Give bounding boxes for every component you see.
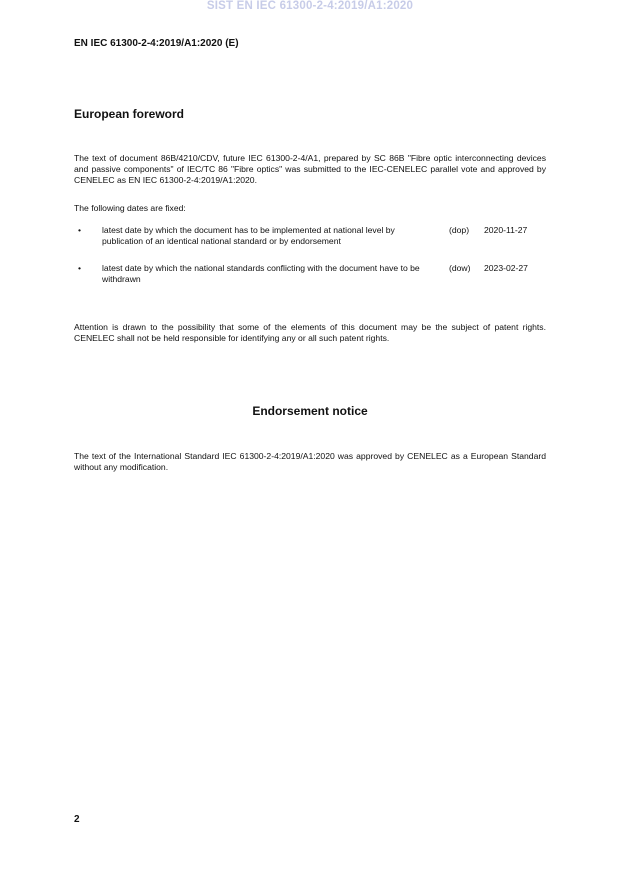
bullet-code: (dow) <box>449 263 471 273</box>
foreword-paragraph: The text of document 86B/4210/CDV, future IEC 61300-2-4/A1, prepared by SC 86B "Fibre optic interconnecting devices and passive components" of IEC/TC 86 "Fibre optics" was submitted to the IEC-CENELEC parallel vote and approved by CENELEC as EN IEC 61300-2-4:2019/A1:2020. <box>74 153 546 185</box>
endorsement-paragraph: The text of the International Standard IEC 61300-2-4:2019/A1:2020 was approved by CENELEC as a European Standard without any modification. <box>74 451 546 472</box>
bullet-icon: • <box>78 263 82 273</box>
bullet-date: 2020-11-27 <box>484 225 528 235</box>
document-header: EN IEC 61300-2-4:2019/A1:2020 (E) <box>74 38 239 49</box>
bullet-text: latest date by which the national standards conflicting with the document have to be withdrawn <box>102 263 420 284</box>
bullet-code: (dop) <box>449 225 470 235</box>
foreword-title: European foreword <box>74 107 185 121</box>
bullet-icon: • <box>78 225 82 235</box>
dates-intro: The following dates are fixed: <box>74 203 186 213</box>
watermark: SIST EN IEC 61300-2-4:2019/A1:2020 <box>206 0 414 12</box>
bullet-text: latest date by which the document has to be implemented at national level by publication of an identical national standard or by endorsement <box>102 225 395 246</box>
patent-notice: Attention is drawn to the possibility that some of the elements of this document may be the subject of patent rights. CENELEC shall not be held responsible for identifying any or all such patent rights. <box>74 322 546 343</box>
endorsement-title: Endorsement notice <box>252 404 368 418</box>
bullet-date: 2023-02-27 <box>484 263 528 273</box>
page-number: 2 <box>74 814 80 825</box>
